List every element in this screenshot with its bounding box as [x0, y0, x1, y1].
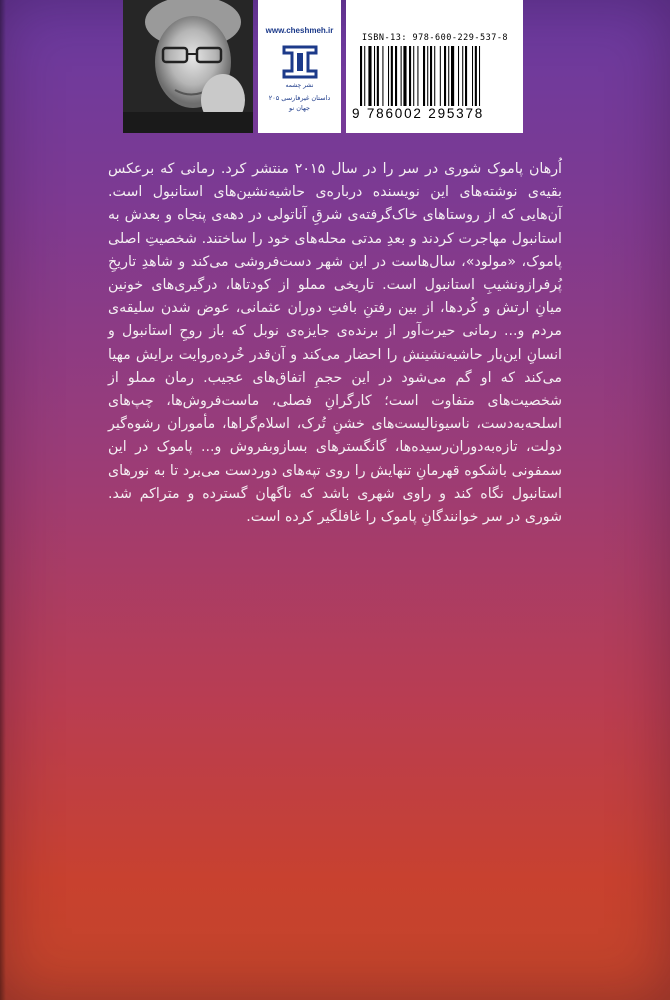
series-line-2: جهان نو [288, 103, 310, 112]
series-info [269, 94, 331, 114]
spine-edge [0, 0, 6, 1000]
barcode-digits: 9 786002 295378 [352, 106, 485, 121]
book-description: اُرهان پاموک شوری در سر را در سال ۲۰۱۵ منتشر کرد. رمانی که برعکس بقیه‌ی نوشته‌های این نویسنده درباره‌ی حاشیه‌نشین‌های استانبول است. آن‌هایی که از روستاهای خاک‌گرفته‌ی شرقِ آناتولی در دهه‌ی پنجاه و بعدش به استانبول مهاجرت کردند و بعدِ مدتی محله‌های خود را ساختند. شخصیتِ اصلی پاموک، «مولود»، سال‌هاست در این شهر دست‌فروشی می‌کند و شاهدِ تاریخِ پُرفرازونشیبِ استانبول است. تاریخی مملو از کودتاها، درگیری‌های خونین میانِ ارتش و کُردها، از بین رفتنِ بافتِ دوران عثمانی، عوض شدن سلیقه‌ی مردم و... رمانی حیرت‌آور از برنده‌ی جایزه‌ی نوبل که باز روحِ استانبول و انسانِ این‌بار حاشیه‌نشینش را احضار می‌کند و آن‌قدر خُرده‌روایت برایش مهیا می‌کند که او گم می‌شود در این حجمِ اتفاق‌های عجیب. رمان مملو از شخصیت‌های متفاوت است؛ کارگرانِ فصلی، ماست‌فروش‌ها، چپ‌های اسلحه‌به‌دست، ناسیونالیست‌های خشنِ تُرک، اسلام‌گراها، مأموران رشوه‌گیر دولت، تازه‌به‌دوران‌رسیده‌ها، گانگسترهای بسازوبفروش و... پاموک در این سمفونی باشکوه قهرمانِ تنهایش را روی تپه‌های دوردست می‌برد تا به نورهای استانبول نگاه کند و راوی شهری باشد که ناگهان گسترده و متراکم شد. شوری در سر خوانندگانِ پاموک را غافلگیر کرده است. [108, 161, 562, 526]
publisher-logo-icon [280, 45, 320, 79]
author-photo [123, 0, 253, 133]
publisher-panel [258, 0, 341, 133]
isbn-label: ISBN-13: 978-600-229-537-8 [362, 33, 509, 43]
publisher-url: www.cheshmeh.ir [265, 26, 334, 35]
series-line-1: داستان غیرفارسی ۲۰۵ [268, 94, 331, 102]
publisher-name: نشر چشمه [285, 82, 314, 89]
author-portrait-image [123, 0, 253, 133]
barcode-panel [346, 0, 523, 133]
barcode-icon [360, 46, 510, 106]
